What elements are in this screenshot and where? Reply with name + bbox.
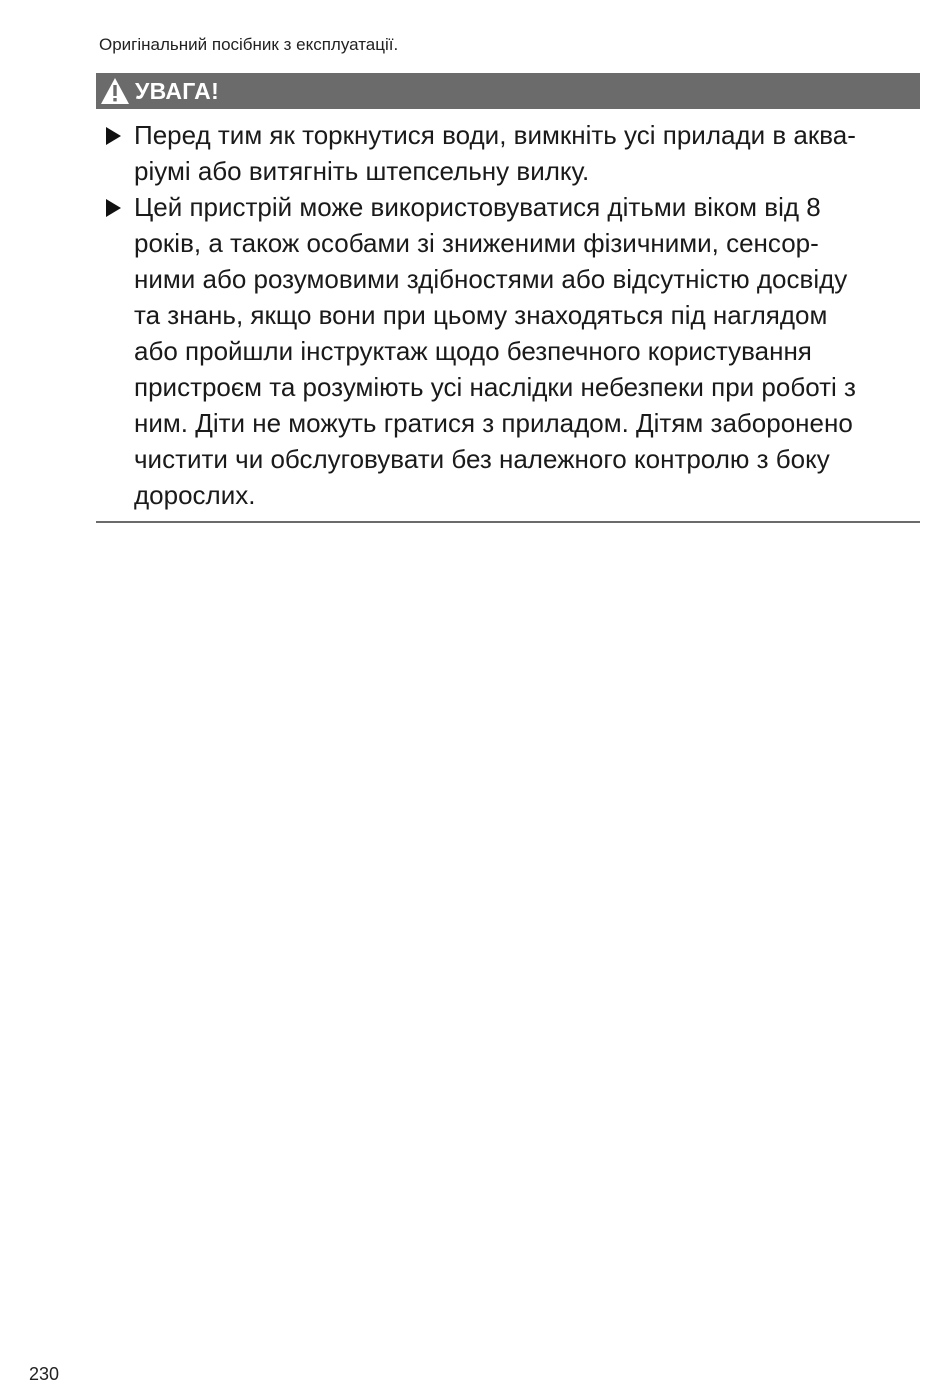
item-line: Цей пристрій може використовуватися дітьми віком від 8 [134,192,821,222]
item-line: років, а також особами зі зниженими фізичними, сенсор- [134,228,819,258]
triangle-bullet-icon [105,127,121,145]
warning-triangle-icon [100,77,130,105]
item-line: ними або розумовими здібностями або відсутністю досвіду [134,264,848,294]
item-line: ріумі або витягніть штепсельну вилку. [134,156,590,186]
list-item [96,117,920,189]
warning-list [96,109,920,513]
warning-header-bar [96,73,920,109]
page-number: 230 [29,1364,60,1384]
item-line: пристроєм та розуміють усі наслідки небезпеки при роботі з [134,372,856,402]
item-line: або пройшли інструктаж щодо безпечного користування [134,336,812,366]
warning-bottom-rule [96,521,920,523]
item-line: та знань, якщо вони при цьому знаходяться під наглядом [134,300,828,330]
item-line: Перед тим як торкнутися води, вимкніть усі прилади в аква- [134,120,856,150]
item-line: дорослих. [134,480,256,510]
triangle-bullet-icon [105,199,121,217]
item-line: чистити чи обслуговувати без належного контролю з боку [134,444,830,474]
item-line: ним. Діти не можуть гратися з приладом. Дітям заборонено [134,408,853,438]
page-header: Оригінальний посібник з експлуатації. [99,35,399,54]
list-item [96,189,920,513]
warning-title: УВАГА! [135,77,220,104]
warning-box [96,73,920,523]
